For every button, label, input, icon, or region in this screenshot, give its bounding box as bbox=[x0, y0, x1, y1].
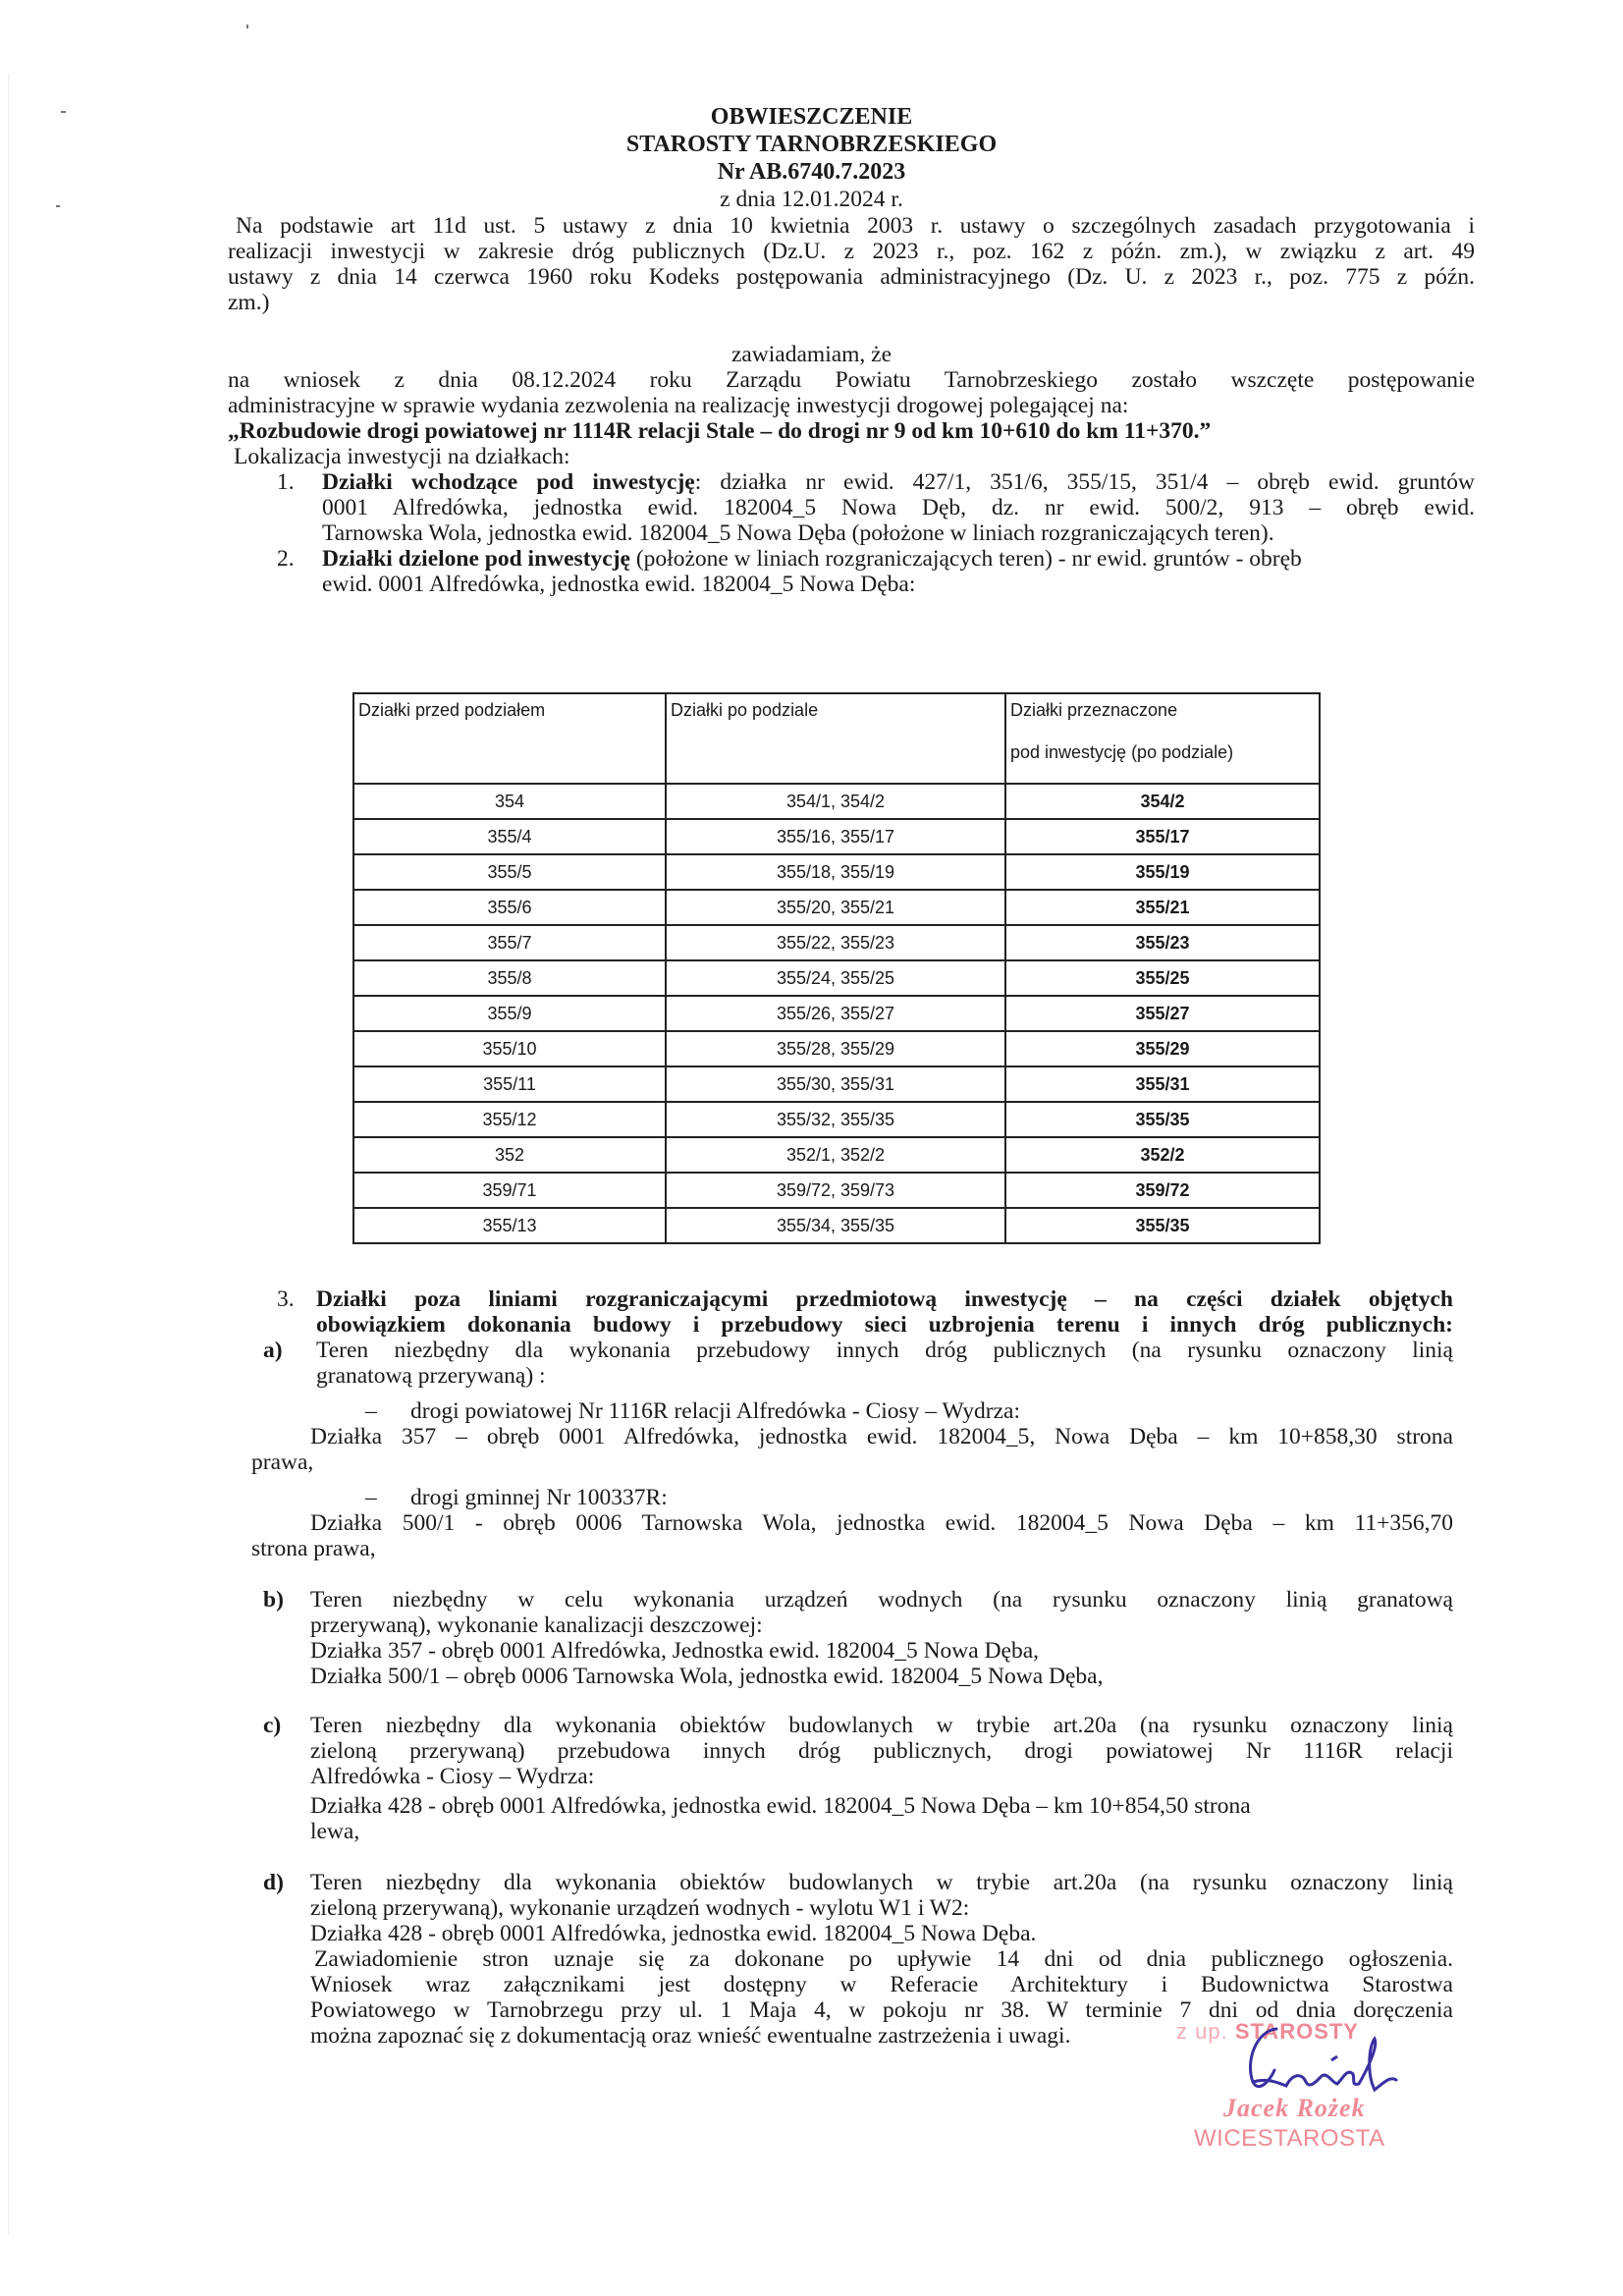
item-d-line: zieloną przerywaną), wykonanie urządzeń wodnych - wylotu W1 i W2: bbox=[310, 1895, 970, 1921]
item-c-line: Alfredówka - Ciosy – Wydrza: bbox=[310, 1764, 595, 1789]
cell-after: 354/1, 354/2 bbox=[666, 784, 1005, 819]
cell-after: 355/32, 355/35 bbox=[666, 1102, 1005, 1137]
cell-before: 355/5 bbox=[353, 854, 666, 890]
table-header-row bbox=[353, 693, 1320, 784]
cell-before: 355/6 bbox=[353, 890, 666, 925]
item-c-line: Teren niezbędny dla wykonania obiektów budowlanych w trybie art.20a (na rysunku oznaczony linią bbox=[310, 1713, 1453, 1738]
table-row bbox=[353, 784, 1320, 819]
item-d-label: d) bbox=[263, 1870, 284, 1895]
item-b-label: b) bbox=[263, 1587, 284, 1613]
item-c-line: Działka 428 - obręb 0001 Alfredówka, jednostka ewid. 182004_5 Nowa Dęba – km 10+854,50 strona bbox=[310, 1793, 1251, 1819]
stamp-role: WICESTAROSTA bbox=[1194, 2125, 1385, 2152]
investment-title: „Rozbudowie drogi powiatowej nr 1114R relacji Stale – do drogi nr 9 od km 10+610 do km 11+370.” bbox=[228, 418, 1212, 444]
table-row bbox=[353, 1137, 1320, 1173]
scan-edge-line bbox=[8, 74, 9, 2234]
stamp-title: STAROSTY bbox=[1234, 2019, 1359, 2044]
section1-line: 0001 Alfredówka, jednostka ewid. 182004_5 Nowa Dęb, dz. nr ewid. 500/2, 913 – obręb ewid. bbox=[322, 495, 1475, 520]
table-row bbox=[353, 925, 1320, 960]
preamble-line: realizacji inwestycji w zakresie dróg publicznych (Dz.U. z 2023 r., poz. 162 z późn. zm.), w związku z art. 49 bbox=[228, 239, 1475, 264]
cell-before: 355/10 bbox=[353, 1031, 666, 1066]
cell-target: 355/31 bbox=[1005, 1066, 1320, 1102]
table-row bbox=[353, 1102, 1320, 1137]
parcels-table bbox=[352, 692, 1321, 1244]
section2-heading: Działki dzielone pod inwestycję bbox=[322, 546, 630, 572]
dash-bullet: – bbox=[365, 1485, 377, 1510]
cell-before: 359/71 bbox=[353, 1173, 666, 1208]
item-b-line: przerywaną), wykonanie kanalizacji deszczowej: bbox=[310, 1613, 763, 1638]
cell-after: 352/1, 352/2 bbox=[666, 1137, 1005, 1173]
cell-after: 355/22, 355/23 bbox=[666, 925, 1005, 960]
cell-target: 355/21 bbox=[1005, 890, 1320, 925]
item-c-line: zieloną przerywaną) przebudowa innych dróg publicznych, drogi powiatowej Nr 1116R relacji bbox=[310, 1738, 1453, 1764]
cell-target: 355/35 bbox=[1005, 1102, 1320, 1137]
cell-after: 355/30, 355/31 bbox=[666, 1066, 1005, 1102]
closing-line: Zawiadomienie stron uznaje się za dokonane po upływie 14 dni od dnia publicznego ogłoszenia. bbox=[314, 1946, 1453, 1972]
column-header-target bbox=[1005, 693, 1320, 784]
cell-before: 355/7 bbox=[353, 925, 666, 960]
table-row bbox=[353, 960, 1320, 996]
cell-before: 355/8 bbox=[353, 960, 666, 996]
cell-target: 355/25 bbox=[1005, 960, 1320, 996]
table-row bbox=[353, 854, 1320, 890]
column-header-target-line1: Działki przeznaczone bbox=[1010, 700, 1178, 720]
item-b-line: Teren niezbędny w celu wykonania urządzeń wodnych (na rysunku oznaczony linią granatową bbox=[310, 1587, 1453, 1613]
preamble-line: Na podstawie art 11d ust. 5 ustawy z dnia 10 kwietnia 2003 r. ustawy o szczególnych zasadach przygotowania i bbox=[236, 213, 1475, 239]
cell-before: 355/11 bbox=[353, 1066, 666, 1102]
section2-line bbox=[322, 546, 1302, 572]
cell-before: 355/4 bbox=[353, 819, 666, 854]
cell-before: 355/13 bbox=[353, 1208, 666, 1243]
preamble-line: zm.) bbox=[228, 290, 270, 315]
section1-number: 1. bbox=[277, 469, 295, 495]
section1-text: : działka nr ewid. 427/1, 351/6, 355/15, 351/4 – obręb ewid. gruntów bbox=[694, 469, 1476, 495]
cell-target: 355/19 bbox=[1005, 854, 1320, 890]
scan-speck bbox=[246, 25, 248, 28]
item-d-line: Działka 428 - obręb 0001 Alfredówka, jednostka ewid. 182004_5 Nowa Dęba. bbox=[310, 1921, 1037, 1946]
section1-line bbox=[322, 469, 1475, 495]
cell-target: 354/2 bbox=[1005, 784, 1320, 819]
closing-line: Powiatowego w Tarnobrzegu przy ul. 1 Maja 4, w pokoju nr 38. W terminie 7 dni od dnia doręczenia bbox=[310, 1997, 1453, 2023]
cell-before: 352 bbox=[353, 1137, 666, 1173]
cell-target: 355/27 bbox=[1005, 996, 1320, 1031]
section1-heading: Działki wchodzące pod inwestycję bbox=[322, 469, 695, 495]
table-row bbox=[353, 819, 1320, 854]
section3-heading: Działki poza liniami rozgraniczającymi przedmiotową inwestycję – na części działek objętych bbox=[316, 1286, 1453, 1312]
item-c-line: lewa, bbox=[310, 1819, 360, 1844]
cell-target: 355/35 bbox=[1005, 1208, 1320, 1243]
handwritten-signature bbox=[1234, 2019, 1414, 2100]
cell-after: 355/34, 355/35 bbox=[666, 1208, 1005, 1243]
stamp-name: Jacek Rożek bbox=[1223, 2094, 1366, 2122]
closing-line: Wniosek wraz załącznikami jest dostępny w Referacie Architektury i Budownictwa Starostwa bbox=[310, 1972, 1453, 1997]
cell-target: 355/23 bbox=[1005, 925, 1320, 960]
section2-text: (położone w liniach rozgraniczających teren) - nr ewid. gruntów - obręb bbox=[629, 546, 1302, 572]
item-a-road: drogi powiatowej Nr 1116R relacji Alfredówka - Ciosy – Wydrza: bbox=[410, 1398, 1020, 1424]
table-row bbox=[353, 1031, 1320, 1066]
table-row bbox=[353, 1066, 1320, 1102]
cell-target: 359/72 bbox=[1005, 1173, 1320, 1208]
cell-before: 354 bbox=[353, 784, 666, 819]
cell-target: 355/17 bbox=[1005, 819, 1320, 854]
document-title: OBWIESZCZENIE bbox=[710, 104, 913, 130]
section3-number: 3. bbox=[277, 1286, 295, 1312]
document-authority: STAROSTY TARNOBRZESKIEGO bbox=[625, 132, 998, 157]
cell-target: 352/2 bbox=[1005, 1137, 1320, 1173]
section2-line: ewid. 0001 Alfredówka, jednostka ewid. 182004_5 Nowa Dęba: bbox=[322, 572, 916, 597]
item-a-label: a) bbox=[263, 1338, 283, 1363]
item-b-line: Działka 357 - obręb 0001 Alfredówka, Jednostka ewid. 182004_5 Nowa Dęba, bbox=[310, 1638, 1040, 1664]
notice-heading: zawiadamiam, że bbox=[730, 342, 893, 367]
intro-line: na wniosek z dnia 08.12.2024 roku Zarządu Powiatu Tarnobrzeskiego zostało wszczęte postępowanie bbox=[228, 367, 1475, 393]
cell-after: 355/28, 355/29 bbox=[666, 1031, 1005, 1066]
item-a-line: granatową przerywaną) : bbox=[316, 1363, 546, 1389]
preamble-line: ustawy z dnia 14 czerwca 1960 roku Kodeks postępowania administracyjnego (Dz. U. z 2023 r., poz. 775 z późn. bbox=[228, 264, 1475, 290]
item-a-plot: Działka 500/1 - obręb 0006 Tarnowska Wola, jednostka ewid. 182004_5 Nowa Dęba – km 11+356,70 bbox=[310, 1510, 1453, 1536]
item-a-plot: prawa, bbox=[251, 1449, 314, 1475]
cell-before: 355/12 bbox=[353, 1102, 666, 1137]
item-a-line: Teren niezbędny dla wykonania przebudowy innych dróg publicznych (na rysunku oznaczony linią bbox=[316, 1338, 1453, 1363]
column-header-target-line2: pod inwestycję (po podziale) bbox=[1010, 742, 1234, 762]
table-row bbox=[353, 1173, 1320, 1208]
table-row bbox=[353, 1208, 1320, 1243]
location-heading: Lokalizacja inwestycji na działkach: bbox=[234, 444, 570, 469]
document-date: z dnia 12.01.2024 r. bbox=[720, 187, 903, 212]
section2-number: 2. bbox=[277, 546, 295, 572]
stamp-prefix: z up. bbox=[1176, 2019, 1228, 2044]
item-b-line: Działka 500/1 – obręb 0006 Tarnowska Wola, jednostka ewid. 182004_5 Nowa Dęba, bbox=[310, 1664, 1104, 1689]
item-a-plot: Działka 357 – obręb 0001 Alfredówka, jednostka ewid. 182004_5, Nowa Dęba – km 10+858,30 strona bbox=[310, 1424, 1453, 1449]
section3-heading: obowiązkiem dokonania budowy i przebudowy sieci uzbrojenia terenu i innych dróg publicznych: bbox=[316, 1312, 1453, 1338]
cell-after: 355/20, 355/21 bbox=[666, 890, 1005, 925]
table-row bbox=[353, 890, 1320, 925]
table-row bbox=[353, 996, 1320, 1031]
cell-target: 355/29 bbox=[1005, 1031, 1320, 1066]
column-header-after: Działki po podziale bbox=[666, 693, 1005, 784]
column-header-before: Działki przed podziałem bbox=[353, 693, 666, 784]
intro-line: administracyjne w sprawie wydania zezwolenia na realizację inwestycji drogowej polegającej na: bbox=[228, 393, 1129, 418]
section1-line: Tarnowska Wola, jednostka ewid. 182004_5 Nowa Dęba (położone w liniach rozgraniczających teren). bbox=[322, 520, 1274, 546]
document-number: Nr AB.6740.7.2023 bbox=[717, 159, 906, 185]
cell-after: 355/24, 355/25 bbox=[666, 960, 1005, 996]
closing-line: można zapoznać się z dokumentacją oraz wnieść ewentualne zastrzeżenia i uwagi. bbox=[310, 2023, 1071, 2049]
cell-after: 359/72, 359/73 bbox=[666, 1173, 1005, 1208]
item-d-line: Teren niezbędny dla wykonania obiektów budowlanych w trybie art.20a (na rysunku oznaczony linią bbox=[310, 1870, 1453, 1895]
cell-after: 355/16, 355/17 bbox=[666, 819, 1005, 854]
cell-after: 355/26, 355/27 bbox=[666, 996, 1005, 1031]
cell-before: 355/9 bbox=[353, 996, 666, 1031]
item-a-road: drogi gminnej Nr 100337R: bbox=[410, 1485, 668, 1510]
item-c-label: c) bbox=[263, 1713, 282, 1738]
item-a-plot: strona prawa, bbox=[251, 1536, 376, 1561]
dash-bullet: – bbox=[365, 1398, 377, 1424]
cell-after: 355/18, 355/19 bbox=[666, 854, 1005, 890]
